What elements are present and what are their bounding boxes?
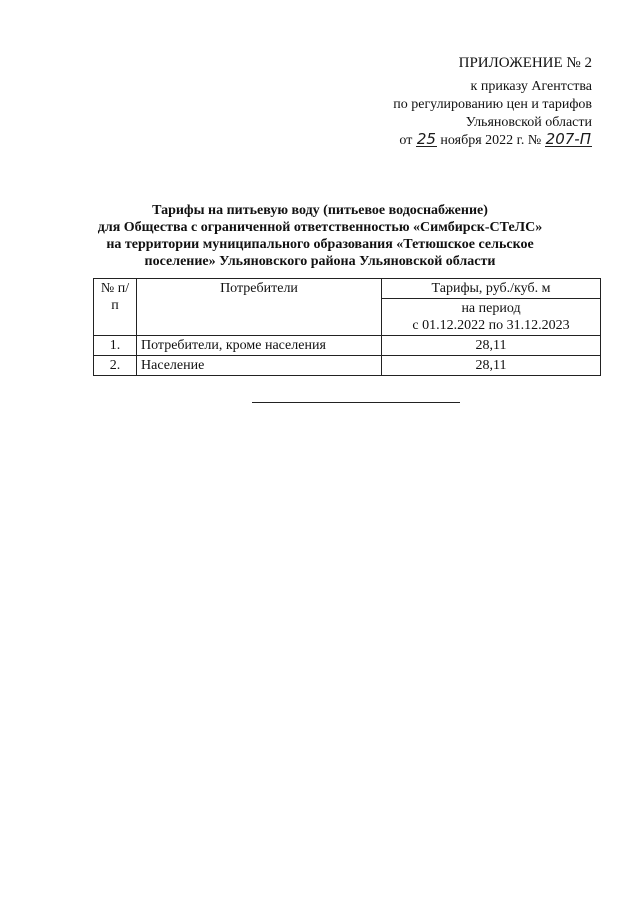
- row-num: 2.: [94, 356, 137, 376]
- appendix-line-1: к приказу Агентства: [470, 79, 592, 94]
- header-tariffs: Тарифы, руб./куб. м: [382, 279, 601, 299]
- period-range: с 01.12.2022 по 31.12.2023: [412, 318, 570, 333]
- appendix-line-2: по регулированию цен и тарифов: [393, 97, 592, 112]
- title-line-2: для Общества с ограниченной ответственностью «Симбирск-СТеЛС»: [97, 220, 543, 235]
- row-tariff: 28,11: [382, 336, 601, 356]
- title-line-4: поселение» Ульяновского района Ульяновской области: [144, 254, 496, 269]
- tariffs-table: [93, 278, 601, 376]
- handwritten-date-day: 25: [416, 130, 436, 148]
- date-rest: ноября 2022 г. №: [440, 133, 542, 148]
- row-consumer: Потребители, кроме населения: [137, 336, 382, 356]
- date-prefix: от: [399, 133, 413, 148]
- header-num: № п/п: [94, 279, 137, 336]
- document-title: [80, 202, 560, 270]
- period-label: на период: [461, 301, 521, 316]
- table-row: [94, 336, 601, 356]
- order-date-line: [332, 132, 592, 150]
- appendix-line-3: Ульяновской области: [465, 115, 592, 130]
- appendix-header: [332, 54, 592, 150]
- row-consumer: Население: [137, 356, 382, 376]
- row-tariff: 28,11: [382, 356, 601, 376]
- header-consumers: Потребители: [137, 279, 382, 336]
- closing-rule: [252, 402, 460, 403]
- title-line-3: на территории муниципального образования «Тетюшское сельское: [106, 237, 534, 252]
- table-row: [94, 356, 601, 376]
- appendix-title: ПРИЛОЖЕНИЕ № 2: [458, 55, 592, 71]
- table-header-row: [94, 279, 601, 299]
- header-period: [382, 299, 601, 336]
- title-line-1: Тарифы на питьевую воду (питьевое водоснабжение): [152, 203, 488, 218]
- handwritten-order-number: 207-П: [545, 130, 591, 148]
- row-num: 1.: [94, 336, 137, 356]
